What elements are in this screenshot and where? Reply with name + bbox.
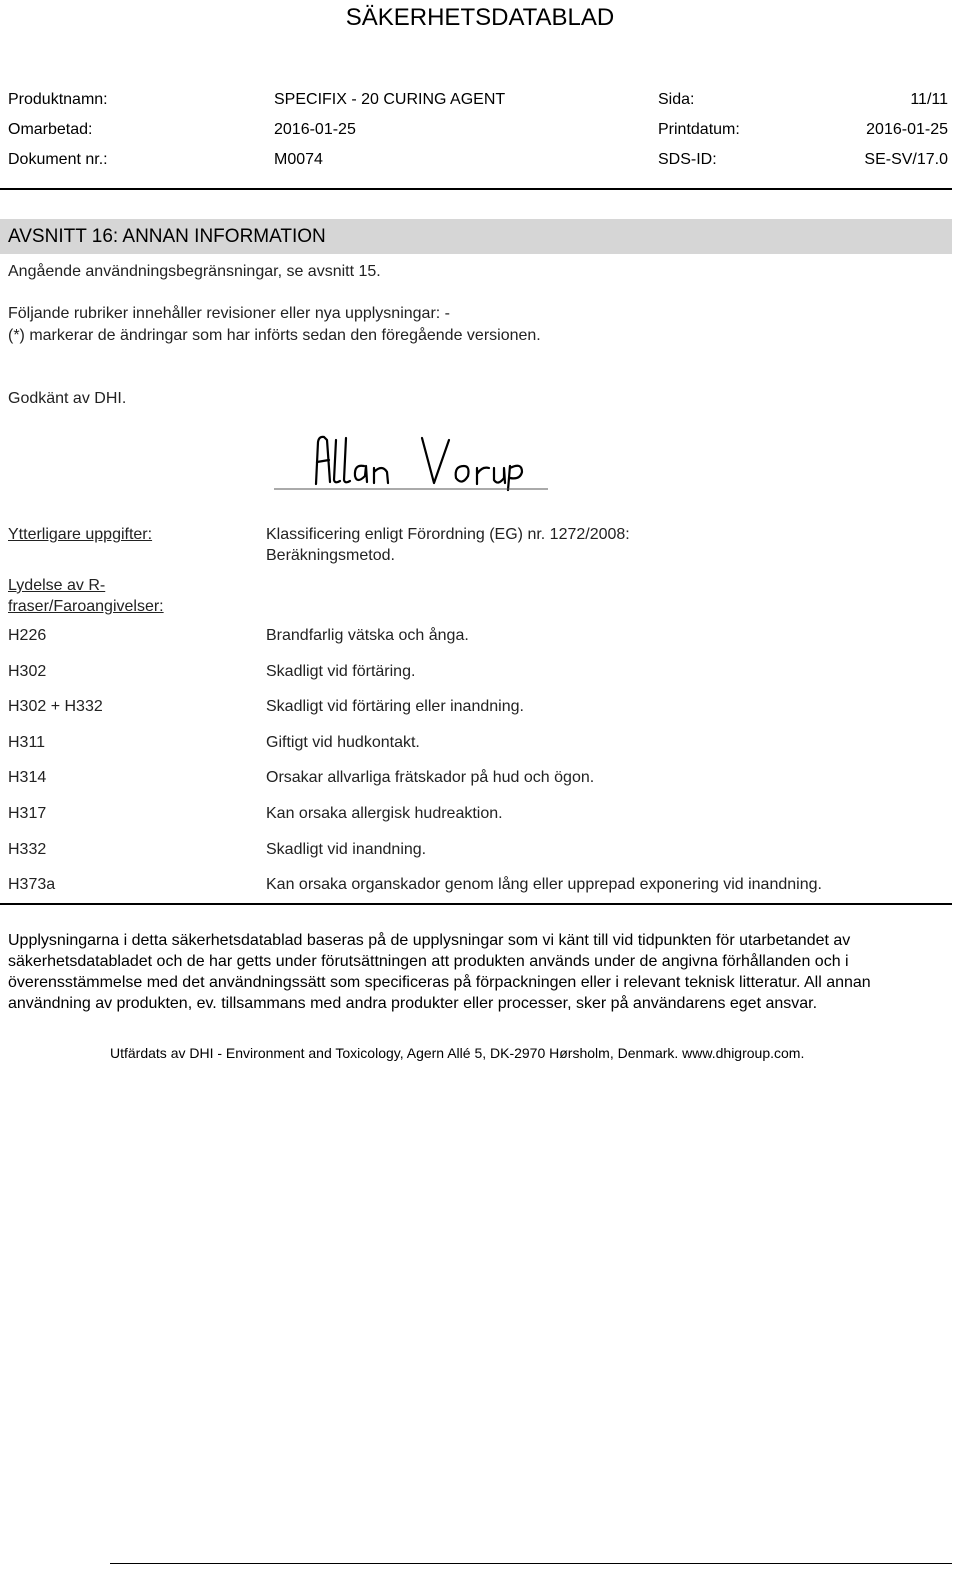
page-value: 11/11 [910, 91, 948, 108]
section-title: AVSNITT 16: ANNAN INFORMATION [8, 226, 326, 247]
product-name-label: Produktnamn: [8, 91, 108, 108]
print-date-label: Printdatum: [658, 121, 740, 138]
document-number-label: Dokument nr.: [8, 151, 108, 168]
sds-id-label: SDS-ID: [658, 151, 717, 168]
page-label: Sida: [658, 91, 695, 108]
approved-by-text: Godkänt av DHI. [8, 390, 127, 407]
hazard-code: H314 [8, 769, 47, 786]
signature-image [272, 428, 550, 492]
hazard-text: Skadligt vid inandning. [266, 841, 427, 858]
hazard-code: H373a [8, 876, 56, 893]
hazard-text: Giftigt vid hudkontakt. [266, 734, 420, 751]
product-name-value: SPECIFIX - 20 CURING AGENT [274, 91, 506, 108]
additional-info-label: Ytterligare uppgifter: [8, 526, 153, 543]
hazard-text: Kan orsaka organskador genom lång eller upprepad exponering vid inandning. [266, 876, 822, 893]
revision-note-text: Följande rubriker innehåller revisioner eller nya upplysningar: - [8, 305, 450, 322]
hazard-text: Skadligt vid förtäring. [266, 663, 416, 680]
phrases-label-line1: Lydelse av R- [8, 577, 106, 594]
hazard-text: Brandfarlig vätska och ånga. [266, 627, 469, 644]
hazard-code: H302 + H332 [8, 698, 103, 715]
hazard-code: H226 [8, 627, 47, 644]
header-divider [0, 188, 952, 190]
sds-id-value: SE-SV/17.0 [864, 151, 948, 168]
revised-label: Omarbetad: [8, 121, 93, 138]
hazard-text: Kan orsaka allergisk hudreaktion. [266, 805, 503, 822]
hazard-code: H332 [8, 841, 47, 858]
revision-marker-text: (*) markerar de ändringar som har införts sedan den föregående versionen. [8, 327, 541, 344]
print-date-value: 2016-01-25 [866, 121, 948, 138]
usage-restriction-text: Angående användningsbegränsningar, se avsnitt 15. [8, 263, 381, 280]
additional-info-value-line2: Beräkningsmetod. [266, 547, 395, 564]
hazard-text: Orsakar allvarliga frätskador på hud och ögon. [266, 769, 595, 786]
hazard-code: H302 [8, 663, 47, 680]
disclaimer-paragraph: Upplysningarna i detta säkerhetsdatablad baseras på de upplysningar som vi känt till vid tidpunkten för utarbetandet av säkerhetsdatabladet och de har getts under förutsättningen att produkten används under de angivna förhållanden och i överensstämmelse med det användningssätt som specificeras på förpackningen eller i relevant teknisk litteratur. All annan användning av produkten, ev. tillsammans med andra produkter eller processer, sker på användarens eget ansvar. [8, 932, 871, 1012]
phrases-label-line2: fraser/Faroangivelser: [8, 598, 164, 615]
revised-value: 2016-01-25 [274, 121, 356, 138]
additional-info-value-line1: Klassificering enligt Förordning (EG) nr. 1272/2008: [266, 526, 630, 543]
hazard-text: Skadligt vid förtäring eller inandning. [266, 698, 524, 715]
footer-divider [110, 1563, 952, 1564]
section-divider [0, 903, 952, 905]
hazard-code: H311 [8, 734, 46, 751]
issued-by-text: Utfärdats av DHI - Environment and Toxicology, Agern Allé 5, DK-2970 Hørsholm, Denmark. www.dhigroup.com. [110, 1045, 805, 1061]
hazard-code: H317 [8, 805, 47, 822]
document-number-value: M0074 [274, 151, 323, 168]
document-title: SÄKERHETSDATABLAD [345, 4, 615, 31]
